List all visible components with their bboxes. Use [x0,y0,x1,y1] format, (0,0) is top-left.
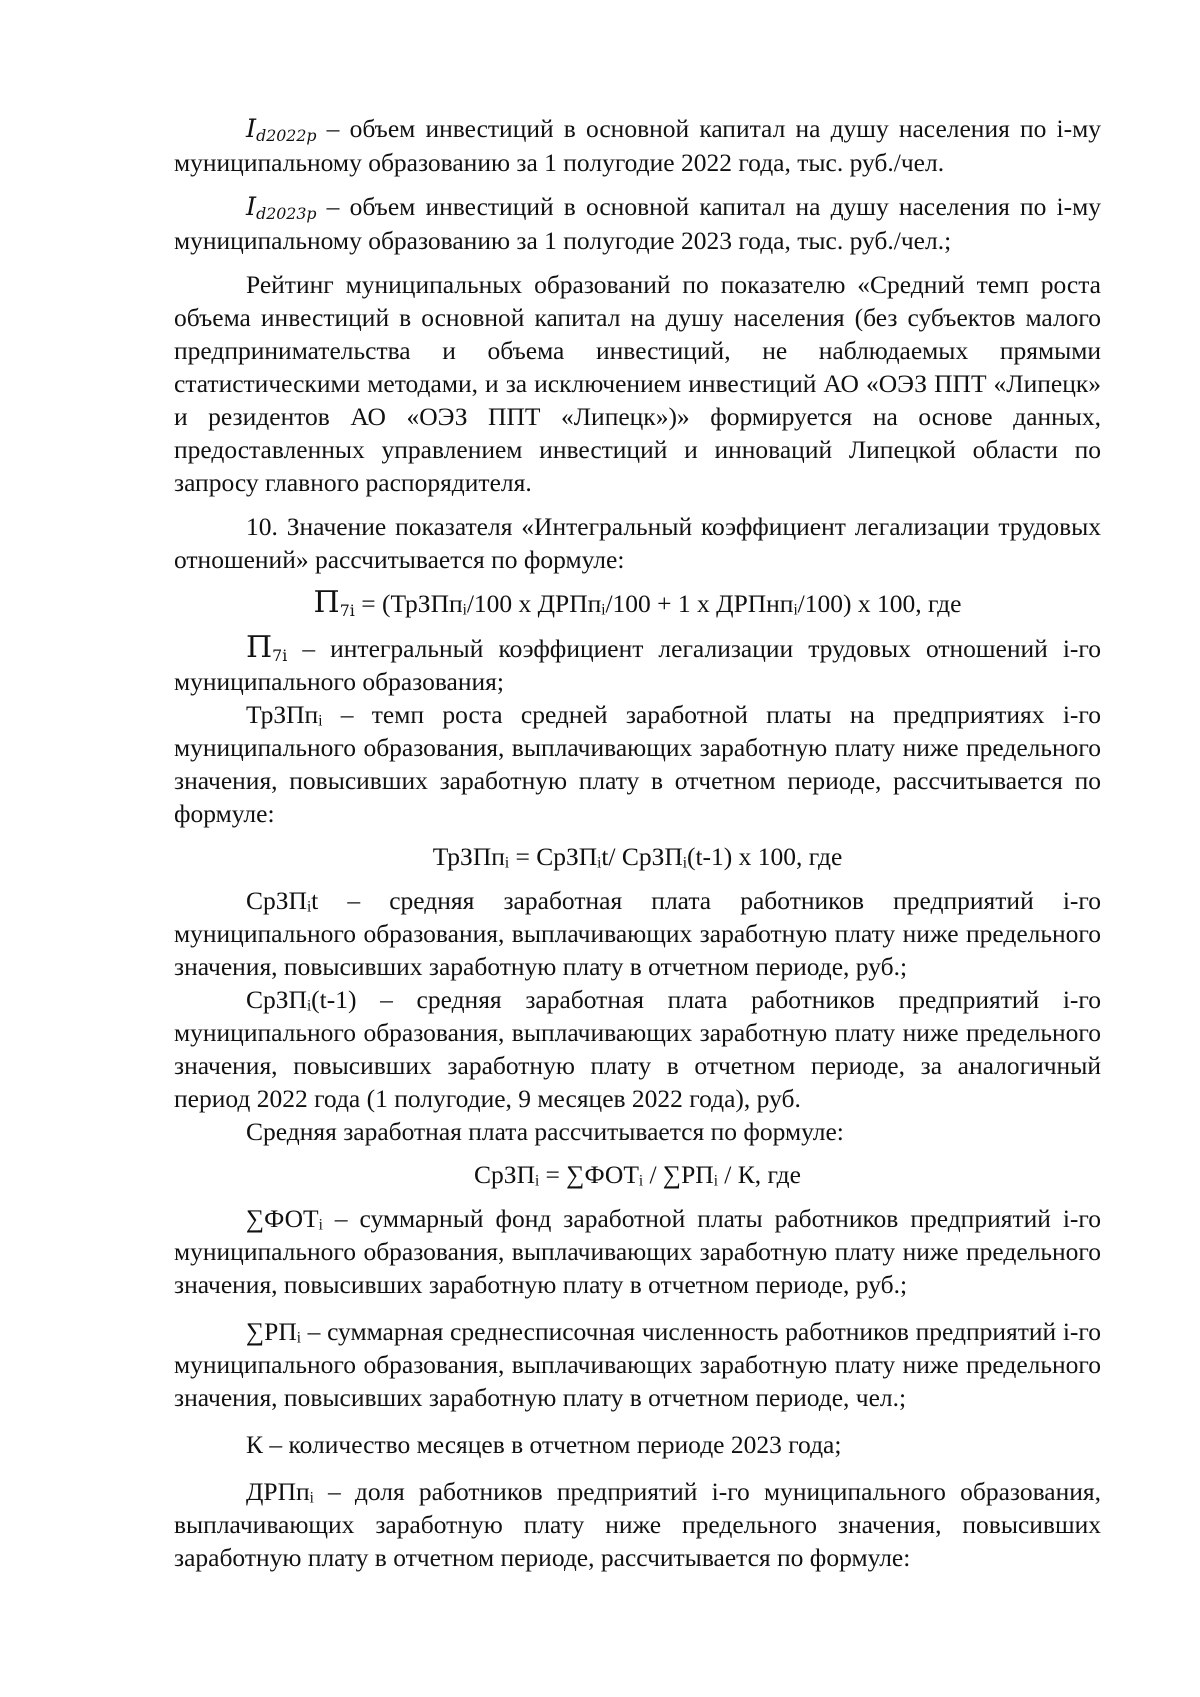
definition-i-d2023p [174,190,1101,257]
formula-p7i [174,586,1101,620]
definition-p7i [174,631,1101,698]
formula-srzp: СрЗПᵢ = ∑ФОТᵢ / ∑РПᵢ / К, где [474,1160,801,1189]
average-salary-intro: Средняя заработная плата рассчитывается по формуле: [246,1117,844,1146]
formula-symbol: П [313,585,340,620]
definition-text: – объем инвестиций в основной капитал на душу населения по i-му муниципальному образованию за 1 полугодие 2023 года, тыс. руб./чел.; [174,192,1101,255]
definition-i-d2022p [174,112,1101,179]
section-10-paragraph: 10. Значение показателя «Интегральный коэффициент легализации трудовых отношений» рассчитывается по формуле: [174,512,1101,574]
definition-srzp-t: СрЗПᵢt – средняя заработная плата работников предприятий i-го муниципального образования, выплачивающих заработную плату ниже предельного значения, повысивших заработную плату в отчетном периоде, руб.; [174,886,1101,981]
symbol-subscript: d2023p [256,203,317,223]
definition-drpp: ДРПпᵢ – доля работников предприятий i-го муниципального образования, выплачивающих заработную плату ниже предельного значения, повысивших заработную плату в отчетном периоде, рассчитывается по формуле: [174,1477,1101,1572]
symbol: П [246,630,273,665]
definition-sum-fot: ∑ФОТᵢ – суммарный фонд заработной платы работников предприятий i-го муниципального образования, выплачивающих заработную плату ниже предельного значения, повысивших заработную плату в отчетном периоде, руб.; [174,1204,1101,1299]
definition-k: К – количество месяцев в отчетном периоде 2023 года; [246,1430,842,1459]
definition-text: – объем инвестиций в основной капитал на душу населения по i-му муниципальному образованию за 1 полугодие 2022 года, тыс. руб./чел. [174,114,1101,177]
definition-sum-rp: ∑РПᵢ – суммарная среднесписочная численность работников предприятий i-го муниципального образования, выплачивающих заработную плату ниже предельного значения, повысивших заработную плату в отчетном периоде, чел.; [174,1317,1101,1412]
symbol: I [246,192,257,222]
definition-srzp-t-1: СрЗПᵢ(t-1) – средняя заработная плата работников предприятий i-го муниципального образования, выплачивающих заработную плату ниже предельного значения, повысивших заработную плату в отчетном периоде, за аналогичный период 2022 года (1 полугодие, 9 месяцев 2022 года), руб. [174,985,1101,1113]
formula-trzpp: ТрЗПпᵢ = СрЗПᵢt/ СрЗПᵢ(t-1) х 100, где [432,842,843,871]
symbol-subscript: 7i [272,645,288,665]
formula-symbol-subscript: 7i [339,600,355,620]
rating-paragraph: Рейтинг муниципальных образований по показателю «Средний темп роста объема инвестиций в основной капитал на душу населения (без субъектов малого предпринимательства и объема инвестиций, не наблюдаемых прямыми статистическими методами, и за исключением инвестиций АО «ОЭЗ ППТ «Липецк» и резидентов АО «ОЭЗ ППТ «Липецк»)» формируется на основе данных, предоставленных управлением инвестиций и инноваций Липецкой области по запросу главного распорядителя. [174,270,1101,497]
definition-trzpp: ТрЗПпᵢ – темп роста средней заработной платы на предприятиях i-го муниципального образования, выплачивающих заработную плату ниже предельного значения, повысивших заработную плату в отчетном периоде, рассчитывается по формуле: [174,700,1101,828]
symbol: I [246,114,257,144]
symbol-subscript: d2022p [256,125,317,145]
formula-text: = (ТрЗПпᵢ/100 х ДРПпᵢ/100 + 1 х ДРПнпᵢ/100) х 100, где [354,589,962,618]
definition-text: – интегральный коэффициент легализации трудовых отношений i-го муниципального образования; [174,634,1101,696]
